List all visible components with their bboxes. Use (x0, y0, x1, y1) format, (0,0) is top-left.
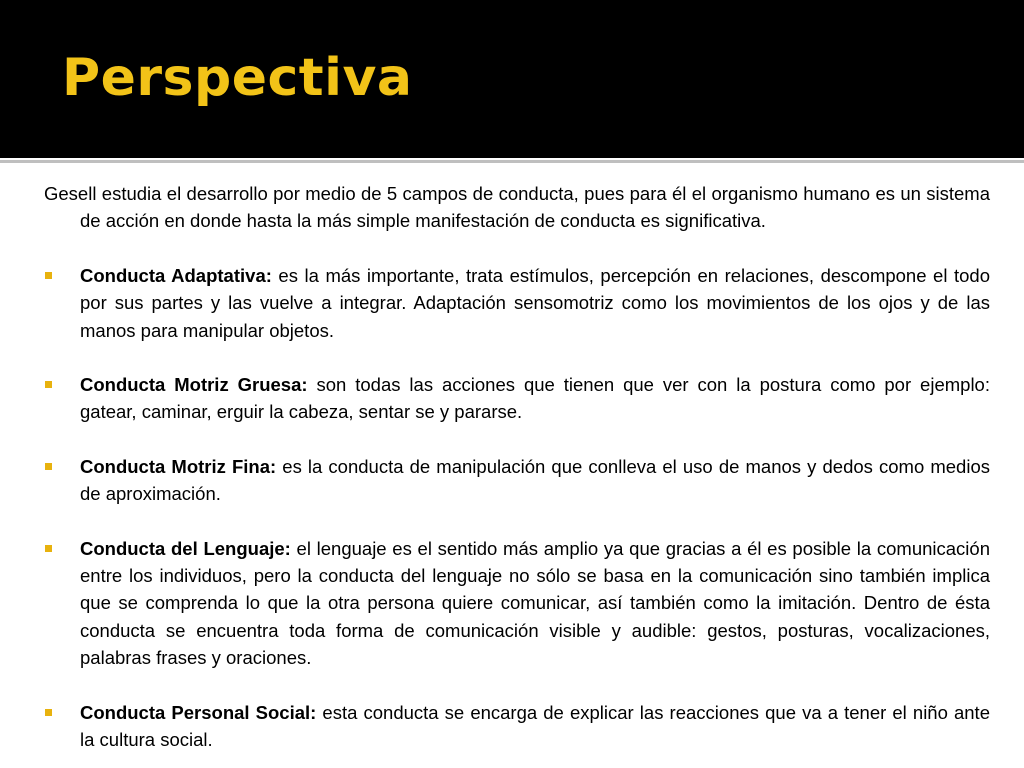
bullet-text: es la conducta de manipulación que conlleva el uso de manos y dedos como medios de aproximación. (80, 455, 990, 505)
square-bullet-icon (45, 272, 52, 279)
bullet-item-motriz-gruesa (44, 371, 990, 426)
bullet-text: es la más importante, trata estímulos, percepción en relaciones, descompone el todo por sus partes y las vuelve a integrar. Adaptación sensomotriz como los movimientos de los ojos y de las manos para manipular objetos. (80, 264, 990, 341)
square-bullet-icon (45, 381, 52, 388)
bullet-term: Conducta Motriz Gruesa: (80, 374, 308, 396)
title-bar (0, 0, 1024, 158)
bullet-term: Conducta Adaptativa: (80, 264, 272, 286)
bullet-item-personal-social (44, 699, 990, 754)
bullet-term: Conducta Personal Social: (80, 701, 317, 723)
bullet-text: esta conducta se encarga de explicar las reacciones que va a tener el niño ante la cultura social. (80, 701, 990, 751)
bullet-item-adaptativa (44, 262, 990, 344)
bullet-item-lenguaje (44, 535, 990, 672)
bullet-term: Conducta del Lenguaje: (80, 537, 291, 559)
square-bullet-icon (45, 463, 52, 470)
square-bullet-icon (45, 545, 52, 552)
square-bullet-icon (45, 709, 52, 716)
intro-paragraph: Gesell estudia el desarrollo por medio de 5 campos de conducta, pues para él el organismo humano es un sistema de acción en donde hasta la más simple manifestación de conducta es significativa. (44, 183, 990, 232)
bullet-text: son todas las acciones que tienen que ver con la postura como por ejemplo: gatear, caminar, erguir la cabeza, sentar se y pararse. (80, 374, 990, 423)
slide-body (44, 180, 990, 768)
bullet-term: Conducta Motriz Fina: (80, 455, 277, 477)
bullet-text: el lenguaje es el sentido más amplio ya que gracias a él es posible la comunicación entre los individuos, pero la conducta del lenguaje no sólo se basa en la comunicación sino también implica que se comprenda lo que la otra persona quiere comunicar, así también como la imitación. Dentro de ésta conducta se encuentra toda forma de comunicación visible y audible: gestos, posturas, vocalizaciones, palabras frases y oraciones. (80, 537, 990, 669)
slide-title: Perspectiva (62, 48, 413, 108)
title-divider (0, 160, 1024, 163)
bullet-item-motriz-fina (44, 453, 990, 508)
